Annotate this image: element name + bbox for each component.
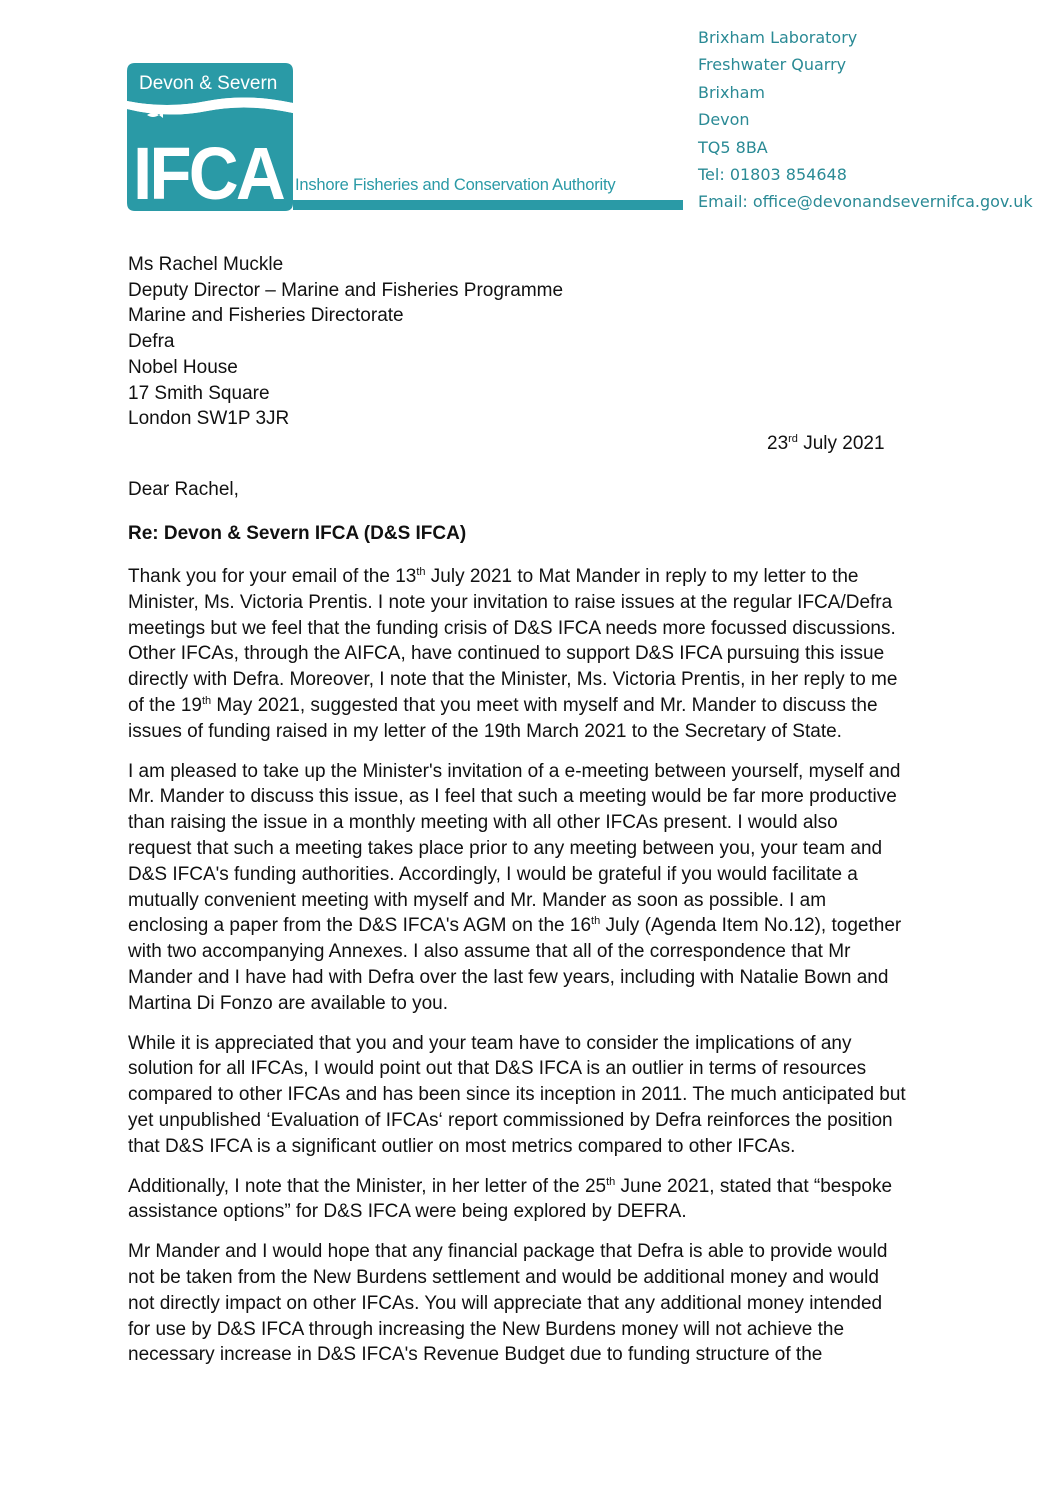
date-suffix: rd xyxy=(788,433,798,445)
body-line: I am pleased to take up the Minister's invitation of a e-meeting between yourself, myself and xyxy=(128,760,901,782)
sender-line: TQ5 8BA xyxy=(698,137,768,157)
recipient-line: Marine and Fisheries Directorate xyxy=(128,305,404,327)
body-paragraph xyxy=(128,1174,940,1226)
recipient-line: Deputy Director – Marine and Fisheries Programme xyxy=(128,279,564,301)
subject-line: Re: Devon & Severn IFCA (D&S IFCA) xyxy=(128,523,467,544)
body-line: for use by D&S IFCA through increasing the New Burdens money will not achieve the xyxy=(128,1318,845,1340)
body-line: request that such a meeting takes place prior to any meeting between you, your team and xyxy=(128,837,883,859)
sender-line: Brixham Laboratory xyxy=(698,28,858,47)
ordinal-suffix: th xyxy=(416,566,426,578)
sender-address xyxy=(698,24,1033,216)
body-line: Martina Di Fonzo are available to you. xyxy=(128,992,448,1014)
sender-line: Devon xyxy=(698,110,750,130)
body-line: Mander and I have had with Defra over the last few years, including with Natalie Bown and xyxy=(128,966,889,988)
body-line: issues of funding raised in my letter of the 19th March 2021 to the Secretary of State. xyxy=(128,720,842,742)
body-line: necessary increase in D&S IFCA's Revenue Budget due to funding structure of the xyxy=(128,1344,823,1366)
recipient-line: 17 Smith Square xyxy=(128,382,270,404)
body-line: with two accompanying Annexes. I also assume that all of the correspondence that Mr xyxy=(128,941,851,963)
body-line: Additionally, I note that the Minister, in her letter of the 25th June 2021, stated that “bespoke xyxy=(128,1175,893,1197)
recipient-name: Ms Rachel Muckle xyxy=(128,254,284,275)
body-line: Mr. Mander to discuss this issue, as I feel that such a meeting would be far more productive xyxy=(128,786,897,808)
body-paragraph xyxy=(128,564,940,745)
date-rest: July 2021 xyxy=(797,433,885,454)
body-line: meetings but we feel that the funding crisis of D&S IFCA needs more focussed discussions. xyxy=(128,617,896,639)
body-line: Other IFCAs, through the AIFCA, have continued to support D&S IFCA pursuing this issue xyxy=(128,643,885,665)
recipient-line: Defra xyxy=(128,331,175,353)
body-line: directly with Defra. Moreover, I note that the Minister, Ms. Victoria Prentis, in her reply to me xyxy=(128,669,898,691)
sender-email: Email: office@devonandsevernifca.gov.uk xyxy=(698,192,1033,212)
body-line: Thank you for your email of the 13th July 2021 to Mat Mander in reply to my letter to the xyxy=(128,566,859,587)
body-line: of the 19th May 2021, suggested that you meet with myself and Mr. Mander to discuss the xyxy=(128,694,878,716)
body-line: Minister, Ms. Victoria Prentis. I note your invitation to raise issues at the regular IFCA/Defra xyxy=(128,591,893,613)
sender-line: Freshwater Quarry xyxy=(698,55,847,75)
date-day: 23 xyxy=(767,433,789,454)
body-paragraph xyxy=(128,759,940,1017)
body-line: Mr Mander and I would hope that any financial package that Defra is able to provide would xyxy=(128,1241,888,1263)
body-line: enclosing a paper from the D&S IFCA's AGM on the 16th July (Agenda Item No.12), together xyxy=(128,915,902,937)
body-line: that D&S IFCA is a significant outlier on most metrics compared to other IFCAs. xyxy=(128,1135,796,1157)
recipient-line: London SW1P 3JR xyxy=(128,408,290,430)
recipient-line: Nobel House xyxy=(128,356,238,378)
body-line: yet unpublished ‘Evaluation of IFCAs‘ report commissioned by Defra reinforces the position xyxy=(128,1109,893,1131)
body-paragraph xyxy=(128,1239,940,1368)
salutation: Dear Rachel, xyxy=(128,479,239,500)
body-line: assistance options” for D&S IFCA were being explored by DEFRA. xyxy=(128,1201,687,1223)
sender-phone: Tel: 01803 854648 xyxy=(698,165,847,185)
body-line: While it is appreciated that you and your team have to consider the implications of any xyxy=(128,1032,852,1054)
ordinal-suffix: th xyxy=(606,1175,616,1188)
letter-date xyxy=(767,433,885,455)
logo-text-main: IFCA xyxy=(133,132,285,211)
ordinal-suffix: th xyxy=(201,694,212,707)
body-line: mutually convenient meeting with myself and Mr. Mander as soon as possible. I am xyxy=(128,889,827,911)
body-paragraph xyxy=(128,1031,940,1160)
body-line: than raising the issue in a monthly meeting with all other IFCAs present. I would also xyxy=(128,812,838,834)
letter-body xyxy=(128,564,940,1382)
ordinal-suffix: th xyxy=(591,915,601,928)
ifca-logo xyxy=(127,63,293,211)
letterhead-rule xyxy=(293,200,683,210)
body-line: not directly impact on other IFCAs. You will appreciate that any additional money intended xyxy=(128,1292,883,1314)
body-line: solution for all IFCAs, I would point out that D&S IFCA is an outlier in terms of resources xyxy=(128,1058,867,1080)
body-line: compared to other IFCAs and has been since its inception in 2011. The much anticipated but xyxy=(128,1084,906,1106)
org-full-name: Inshore Fisheries and Conservation Authority xyxy=(295,176,616,194)
body-line: D&S IFCA's funding authorities. Accordingly, I would be grateful if you would facilitate a xyxy=(128,863,858,885)
sender-line: Brixham xyxy=(698,82,765,102)
body-line: not be taken from the New Burdens settlement and would be additional money and would xyxy=(128,1266,879,1288)
recipient-address xyxy=(128,252,563,432)
logo-text-top: Devon & Severn xyxy=(139,73,278,94)
